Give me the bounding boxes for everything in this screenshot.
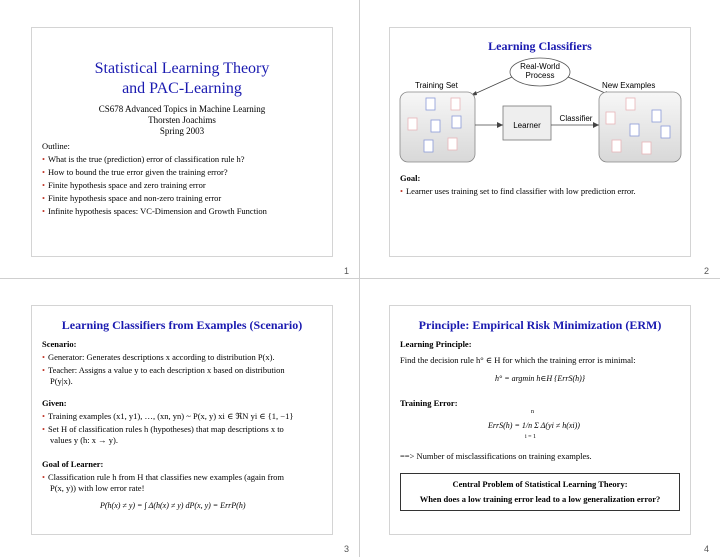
scenario-label: Scenario: bbox=[42, 339, 77, 349]
training-error-formula: ErrS(h) = 1/n Σ Δ(yi ≠ h(xi)) bbox=[488, 421, 580, 430]
generator-text: • Generator: Generates descriptions x according to distribution P(x). bbox=[42, 352, 275, 362]
goal-of-learner-cont: P(x, y)) with low error rate! bbox=[50, 483, 145, 493]
page-number: 4 bbox=[704, 544, 710, 554]
outline-item: • Finite hypothesis space and zero training error bbox=[42, 180, 206, 190]
central-problem-title: Central Problem of Statistical Learning Theory: bbox=[452, 479, 628, 489]
slide-2 bbox=[389, 27, 691, 257]
goal-of-learner-label: Goal of Learner: bbox=[42, 459, 104, 469]
outline-item: • How to bound the true error given the training error? bbox=[42, 167, 228, 177]
learning-diagram bbox=[390, 52, 690, 182]
slide2-title: Learning Classifiers bbox=[488, 39, 592, 53]
slide1-course: CS678 Advanced Topics in Machine Learning bbox=[98, 104, 266, 114]
goal-of-learner-text: • Classification rule h from H that classifies new examples (again from bbox=[42, 472, 284, 482]
outline-item: • Finite hypothesis space and non-zero training error bbox=[42, 193, 221, 203]
page-number: 1 bbox=[344, 266, 350, 276]
hypothesis-set-text: • Set H of classification rules h (hypotheses) that map descriptions x to bbox=[42, 424, 284, 434]
hypothesis-set-cont: values y (h: x → y). bbox=[50, 435, 118, 445]
central-problem-box bbox=[400, 473, 680, 511]
horizontal-divider bbox=[0, 278, 720, 279]
learning-principle-text: Find the decision rule h° ∈ H for which the training error is minimal: bbox=[400, 355, 636, 365]
real-world-label: Real-World bbox=[520, 62, 560, 71]
training-set-label: Training Set bbox=[415, 81, 458, 90]
slide2-goal-text: • Learner uses training set to find classifier with low prediction error. bbox=[400, 186, 636, 196]
page-number: 3 bbox=[344, 544, 350, 554]
error-formula: P(h(x) ≠ y) = ∫ Δ(h(x) ≠ y) dP(x, y) = ErrP(h) bbox=[100, 501, 246, 510]
sum-upper-limit: n bbox=[531, 409, 534, 415]
slide1-title-line2: and PAC-Learning bbox=[122, 80, 242, 97]
slide3-title: Learning Classifiers from Examples (Scenario) bbox=[61, 318, 303, 332]
training-error-label: Training Error: bbox=[400, 398, 458, 408]
outline-item: • Infinite hypothesis spaces: VC-Dimension and Growth Function bbox=[42, 206, 267, 216]
sum-lower-limit: i = 1 bbox=[525, 434, 537, 440]
learner-label: Learner bbox=[513, 121, 541, 130]
process-label: Process bbox=[525, 71, 555, 80]
misclassification-note: ==> Number of misclassifications on training examples. bbox=[400, 451, 592, 461]
slide2-goal-label: Goal: bbox=[400, 173, 421, 183]
teacher-text: • Teacher: Assigns a value y to each description x based on distribution bbox=[42, 365, 285, 375]
page-number: 2 bbox=[704, 266, 710, 276]
slide1-term: Spring 2003 bbox=[159, 126, 205, 136]
slide1-author: Thorsten Joachims bbox=[148, 115, 216, 125]
slide-4 bbox=[389, 305, 691, 535]
central-problem-question: When does a low training error lead to a low generalization error? bbox=[419, 494, 661, 504]
outline-label: Outline: bbox=[42, 141, 70, 151]
given-label: Given: bbox=[42, 398, 67, 408]
argmin-formula: h° = argmin h∈H {ErrS(h)} bbox=[495, 374, 585, 383]
teacher-text-cont: P(y|x). bbox=[50, 376, 73, 386]
classifier-label: Classifier bbox=[559, 114, 593, 123]
learning-principle-label: Learning Principle: bbox=[400, 339, 472, 349]
slide4-title: Principle: Empirical Risk Minimization (ERM) bbox=[418, 318, 662, 332]
outline-item: • What is the true (prediction) error of classification rule h? bbox=[42, 154, 245, 164]
training-examples-text: • Training examples (x1, y1), …, (xn, yn) ~ P(x, y) xi ∈ ℜN yi ∈ {1, −1} bbox=[42, 411, 293, 422]
new-examples-label: New Examples bbox=[602, 81, 656, 90]
slide1-title-line1: Statistical Learning Theory bbox=[94, 60, 270, 77]
slide-3 bbox=[31, 305, 333, 535]
slide-1 bbox=[31, 27, 333, 257]
